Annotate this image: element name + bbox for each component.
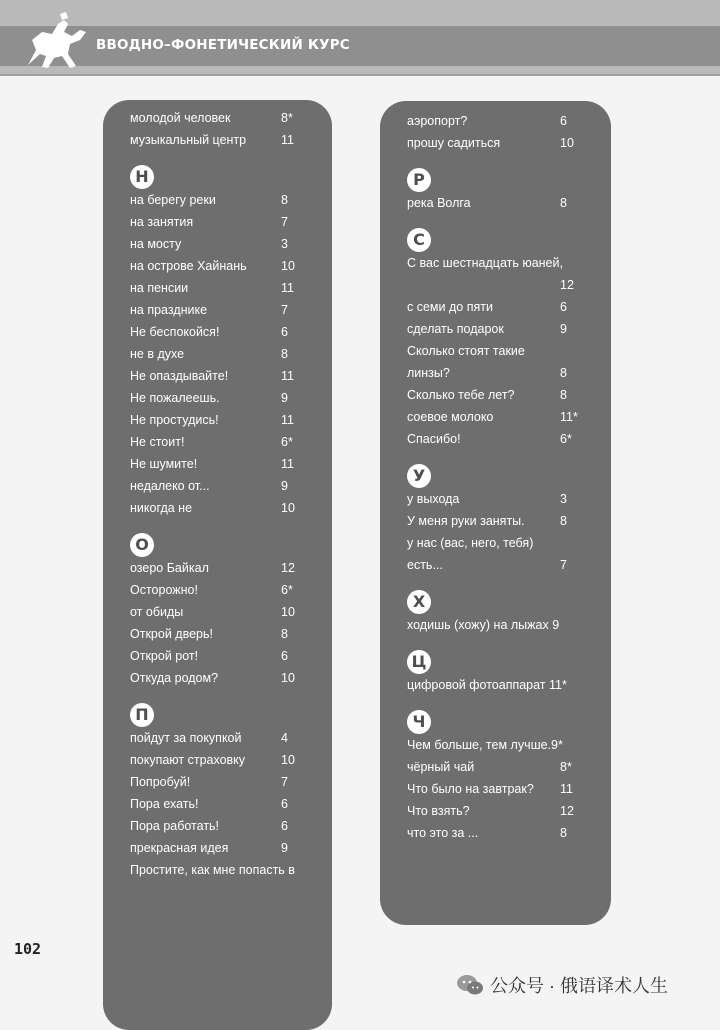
entry-page-number: 9 bbox=[281, 391, 288, 405]
entry-page-number: 10 bbox=[281, 501, 295, 515]
entry-text: С вас шестнадцать юаней, bbox=[407, 256, 563, 270]
entry-text: Открой рот! bbox=[130, 649, 199, 663]
entry-text: прекрасная идея bbox=[130, 841, 229, 855]
entry-text: Спасибо! bbox=[407, 432, 461, 446]
entry-page-number: 9 bbox=[560, 322, 567, 336]
entry-page-number: 11 bbox=[281, 457, 294, 471]
entry-text: Не простудись! bbox=[130, 413, 219, 427]
entry-text: на пенсии bbox=[130, 281, 189, 295]
entry-page-number: 6 bbox=[281, 819, 288, 833]
entry-text: Не шумите! bbox=[130, 457, 198, 471]
entry-text: от обиды bbox=[130, 605, 184, 619]
entry-page-number: 8 bbox=[281, 627, 288, 641]
entry-text: не в духе bbox=[130, 347, 185, 361]
entry-page-number: 11* bbox=[560, 410, 578, 424]
entry-text: есть... bbox=[407, 558, 443, 572]
section-letter-badge: П bbox=[130, 703, 154, 727]
entry-page-number: 7 bbox=[281, 215, 288, 229]
watermark bbox=[456, 972, 668, 998]
entry-page-number: 9 bbox=[281, 479, 288, 493]
header-title: ВВОДНО–ФОНЕТИЧЕСКИЙ КУРС bbox=[96, 37, 350, 53]
wechat-icon bbox=[456, 974, 484, 996]
entry-page-number: 10 bbox=[281, 671, 295, 685]
entry-text: музыкальный центр bbox=[130, 133, 247, 147]
entry-text: ходишь (хожу) на лыжах 9 bbox=[407, 618, 560, 632]
entry-text: Сколько тебе лет? bbox=[407, 388, 515, 402]
entry-text: чёрный чай bbox=[407, 760, 475, 774]
page-number: 102 bbox=[14, 940, 42, 958]
entry-page-number: 8 bbox=[560, 388, 567, 402]
entry-text: Откуда родом? bbox=[130, 671, 219, 685]
section-letter-badge: Ц bbox=[407, 650, 431, 674]
entry-page-number: 8 bbox=[560, 514, 567, 528]
entry-text: река Волга bbox=[407, 196, 471, 210]
entry-text: Сколько стоят такие bbox=[407, 344, 525, 358]
entry-text: цифровой фотоаппарат 11* bbox=[407, 678, 567, 692]
entry-text: Что было на завтрак? bbox=[407, 782, 534, 796]
entry-text: что это за ... bbox=[407, 826, 479, 840]
section-letter-badge: Х bbox=[407, 590, 431, 614]
entry-page-number: 10 bbox=[560, 136, 574, 150]
entry-text: Простите, как мне попасть в bbox=[130, 863, 295, 877]
entry-page-number: 6 bbox=[560, 114, 567, 128]
entry-page-number: 11 bbox=[281, 133, 294, 147]
entry-text: аэропорт? bbox=[407, 114, 468, 128]
entry-text: Не беспокойся! bbox=[130, 325, 220, 339]
entry-text: соевое молоко bbox=[407, 410, 494, 424]
section-letter-badge: О bbox=[130, 533, 154, 557]
entry-text: сделать подарок bbox=[407, 322, 504, 336]
entry-page-number: 8* bbox=[281, 111, 293, 125]
entry-page-number: 7 bbox=[281, 303, 288, 317]
entry-text: у нас (вас, него, тебя) bbox=[407, 536, 534, 550]
entry-page-number: 8 bbox=[281, 193, 288, 207]
entry-page-number: 3 bbox=[281, 237, 288, 251]
entry-text: Не стоит! bbox=[130, 435, 185, 449]
entry-text: молодой человек bbox=[130, 111, 231, 125]
entry-page-number: 11 bbox=[560, 782, 573, 796]
entry-page-number: 7 bbox=[560, 558, 567, 572]
right-column-panel bbox=[380, 101, 611, 925]
entry-page-number: 7 bbox=[281, 775, 288, 789]
entry-page-number: 11 bbox=[281, 369, 294, 383]
entry-text: Не опаздывайте! bbox=[130, 369, 229, 383]
entry-text: Пора ехать! bbox=[130, 797, 199, 811]
entry-page-number: 12 bbox=[560, 278, 574, 292]
entry-text: Чем больше, тем лучше.9* bbox=[407, 738, 563, 752]
entry-page-number: 6* bbox=[281, 435, 293, 449]
entry-page-number: 8 bbox=[281, 347, 288, 361]
entry-page-number: 3 bbox=[560, 492, 567, 506]
entry-page-number: 6 bbox=[281, 797, 288, 811]
entry-text: Осторожно! bbox=[130, 583, 198, 597]
section-letter-badge: Р bbox=[407, 168, 431, 192]
entry-text: пойдут за покупкой bbox=[130, 731, 242, 745]
entry-text: Пора работать! bbox=[130, 819, 220, 833]
entry-text: недалеко от... bbox=[130, 479, 210, 493]
entry-page-number: 12 bbox=[560, 804, 574, 818]
entry-text: никогда не bbox=[130, 501, 193, 515]
entry-page-number: 8* bbox=[560, 760, 572, 774]
entry-page-number: 4 bbox=[281, 731, 288, 745]
entry-text: на берегу реки bbox=[130, 193, 216, 207]
entry-page-number: 6 bbox=[560, 300, 567, 314]
entry-text: Попробуй! bbox=[130, 775, 191, 789]
entry-text: покупают страховку bbox=[130, 753, 246, 767]
entry-text: на острове Хайнань bbox=[130, 259, 247, 273]
horse-rider-icon bbox=[22, 10, 92, 72]
entry-page-number: 10 bbox=[281, 605, 295, 619]
entry-page-number: 12 bbox=[281, 561, 295, 575]
entry-page-number: 6* bbox=[560, 432, 572, 446]
entry-page-number: 8 bbox=[560, 366, 567, 380]
entry-text: озеро Байкал bbox=[130, 561, 209, 575]
entry-text: Не пожалеешь. bbox=[130, 391, 220, 405]
section-letter-badge: У bbox=[407, 464, 431, 488]
entry-page-number: 11 bbox=[281, 281, 294, 295]
watermark-text: 公众号 · 俄语译术人生 bbox=[490, 976, 668, 996]
entry-page-number: 9 bbox=[281, 841, 288, 855]
entry-page-number: 10 bbox=[281, 753, 295, 767]
entry-text: У меня руки заняты. bbox=[407, 514, 525, 528]
entry-text: прошу садиться bbox=[407, 136, 501, 150]
section-letter-badge: С bbox=[407, 228, 431, 252]
section-letter-badge: Ч bbox=[407, 710, 431, 734]
entry-page-number: 11 bbox=[281, 413, 294, 427]
entry-text: на занятия bbox=[130, 215, 194, 229]
entry-page-number: 10 bbox=[281, 259, 295, 273]
entry-page-number: 8 bbox=[560, 826, 567, 840]
entry-page-number: 8 bbox=[560, 196, 567, 210]
entry-page-number: 6 bbox=[281, 649, 288, 663]
entry-text: Открой дверь! bbox=[130, 627, 213, 641]
entry-text: на мосту bbox=[130, 237, 182, 251]
entry-page-number: 6* bbox=[281, 583, 293, 597]
entry-text: у выхода bbox=[407, 492, 460, 506]
entry-text: Что взять? bbox=[407, 804, 470, 818]
entry-text: с семи до пяти bbox=[407, 300, 493, 314]
entry-text: на празднике bbox=[130, 303, 208, 317]
entry-text: линзы? bbox=[407, 366, 450, 380]
header-bar bbox=[0, 0, 720, 76]
entry-page-number: 6 bbox=[281, 325, 288, 339]
section-letter-badge: Н bbox=[130, 165, 154, 189]
